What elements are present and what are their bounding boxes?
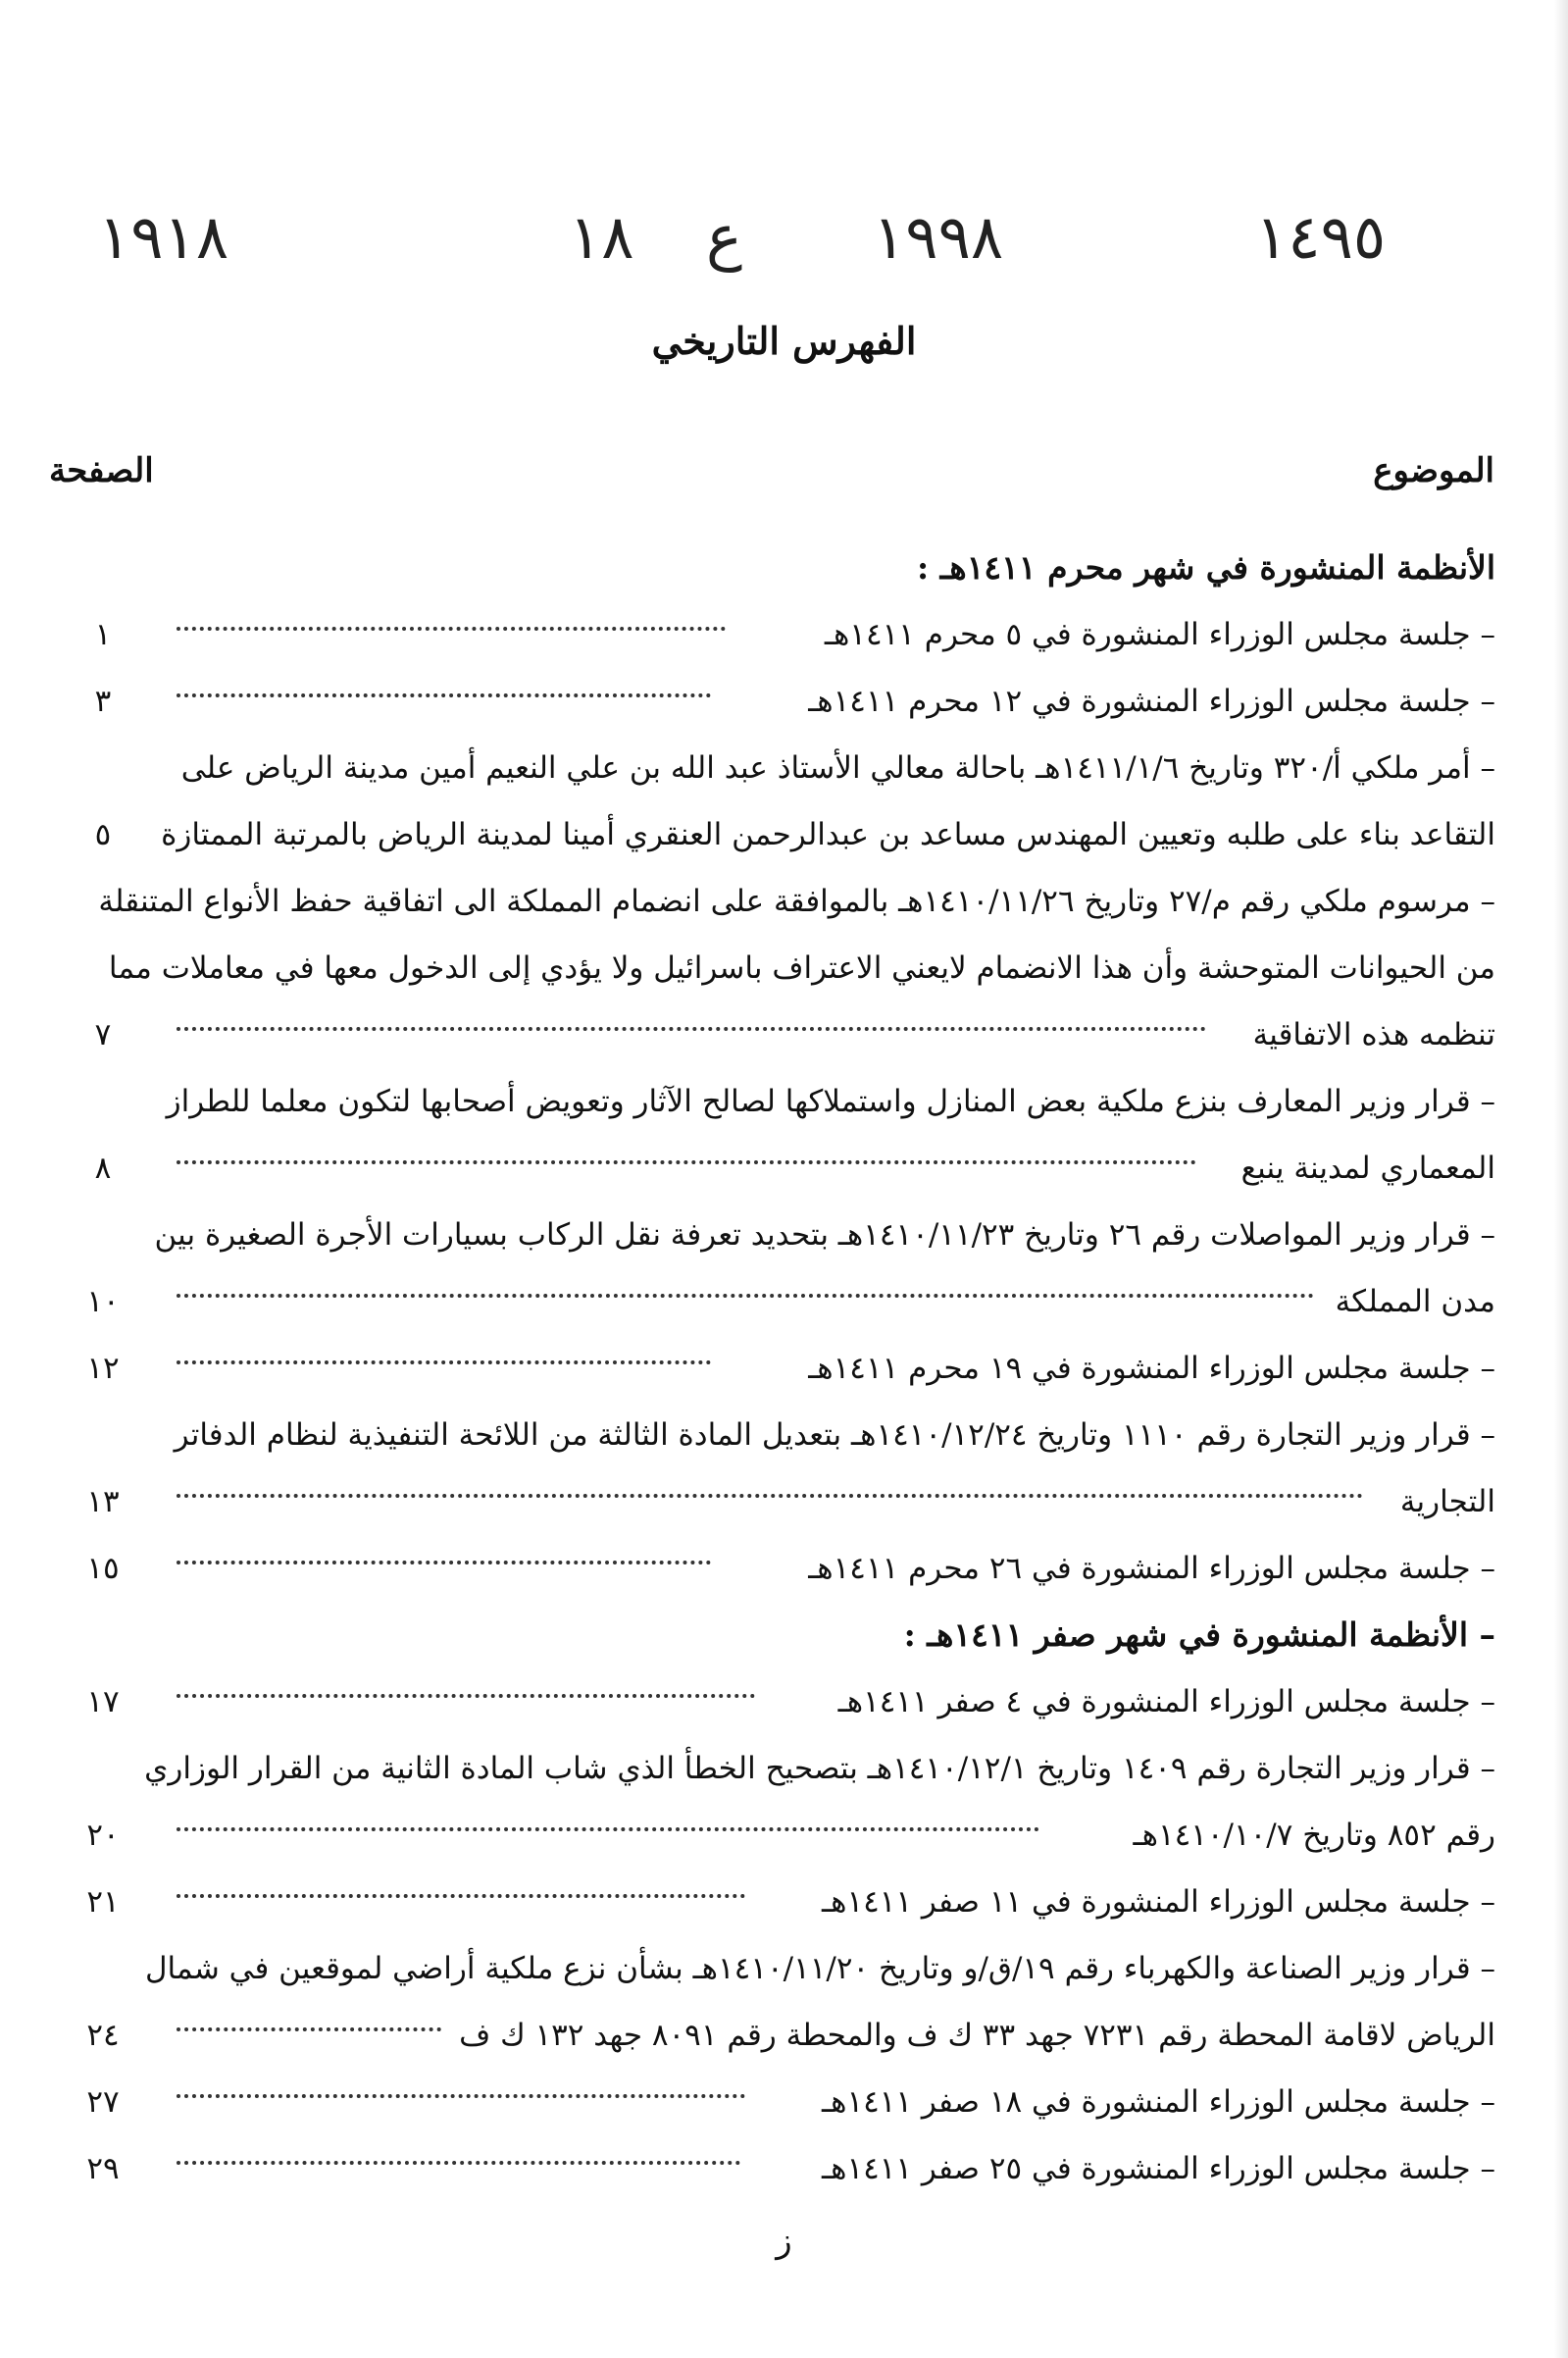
index-entry [49, 1268, 1495, 1335]
entry-text: – جلسة مجلس الوزراء المنشورة في ٤ صفر ١٤١١هـ [837, 1684, 1495, 1719]
entry-text: الرياض لاقامة المحطة رقم ٧٢٣١ جهد ٣٣ ك ف والمحطة رقم ٨٠٩١ جهد ١٣٢ ك ف [459, 2018, 1495, 2053]
entry-text: الأنظمة المنشورة في شهر محرم ١٤١١هـ : [916, 548, 1495, 587]
entry-page-number: ٢١ [86, 1884, 120, 1920]
index-entry [49, 1001, 1495, 1068]
dot-leader [177, 623, 726, 631]
entry-text: – قرار وزير المواصلات رقم ٢٦ وتاريخ ١٤١٠/١١/٢٣هـ بتحديد تعرفة نقل الركاب بسيارات الأجرة الصغيرة بين [154, 1217, 1495, 1253]
entry-text: التجارية [1399, 1484, 1495, 1519]
dot-leader [177, 1490, 1363, 1498]
handwritten-note-1: ١٩١٨ [98, 201, 229, 273]
entry-text: تنظمه هذه الاتفاقية [1252, 1017, 1495, 1052]
dot-leader [177, 1290, 1314, 1298]
index-entry [49, 1869, 1495, 1935]
entry-page-number: ١٥ [86, 1551, 120, 1586]
entry-page-number: ٥ [94, 817, 112, 852]
index-entry [49, 601, 1495, 668]
entry-page-number: ٧ [94, 1017, 112, 1052]
entry-text: – مرسوم ملكي رقم م/٢٧ وتاريخ ١٤١٠/١١/٢٦هـ بالموافقة على انضمام المملكة الى اتفاقية حفظ الأنواع المتنقلة [98, 884, 1495, 919]
entry-page-number: ١٣ [86, 1484, 120, 1519]
entry-page-number: ٢٩ [86, 2151, 120, 2186]
dot-leader [177, 1890, 745, 1898]
entry-text: – جلسة مجلس الوزراء المنشورة في ٢٥ صفر ١٤١١هـ [822, 2151, 1495, 2186]
index-entries [49, 535, 1495, 2202]
entry-page-number: ٨ [94, 1151, 112, 1186]
entry-page-number: ١ [94, 617, 112, 652]
index-entry [49, 2069, 1495, 2135]
dot-leader [177, 1156, 1196, 1164]
section-heading [49, 1602, 1495, 1668]
index-entry [49, 668, 1495, 735]
entry-text: – جلسة مجلس الوزراء المنشورة في ١١ صفر ١٤١١هـ [822, 1884, 1495, 1920]
entry-text: – جلسة مجلس الوزراء المنشورة في ٥ محرم ١٤١١هـ [824, 617, 1495, 652]
entry-text: – قرار وزير التجارة رقم ١٤٠٩ وتاريخ ١٤١٠/١٢/١هـ بتصحيح الخطأ الذي شاب المادة الثانية من القرار الوزاري [144, 1751, 1495, 1786]
handwritten-note-5: ١٤٩٥ [1255, 201, 1387, 273]
handwritten-note-3: ع [706, 201, 742, 273]
dot-leader [177, 1557, 711, 1564]
index-entry [49, 1135, 1495, 1202]
entry-page-number: ٢٤ [86, 2018, 120, 2053]
index-entry [49, 801, 1495, 868]
entry-text: – أمر ملكي أ/٣٢٠ وتاريخ ١٤١١/١/٦هـ باحالة معالي الأستاذ عبد الله بن علي النعيم أمين مدينة الرياض على [180, 750, 1495, 786]
index-entry [49, 868, 1495, 935]
entry-text: من الحيوانات المتوحشة وأن هذا الانضمام لايعني الاعتراف باسرائيل ولا يؤدي إلى الدخول معها في معاملات مما [108, 950, 1495, 986]
entry-text: – جلسة مجلس الوزراء المنشورة في ١٢ محرم ١٤١١هـ [808, 684, 1495, 719]
entry-text: – قرار وزير التجارة رقم ١١١٠ وتاريخ ١٤١٠/١٢/٢٤هـ بتعديل المادة الثالثة من اللائحة التنفيذية لنظام الدفاتر [174, 1417, 1495, 1453]
index-entry [49, 1802, 1495, 1869]
entry-text: المعماري لمدينة ينبع [1240, 1151, 1495, 1186]
handwritten-annotations [98, 201, 1387, 289]
dot-leader [177, 1023, 1206, 1031]
dot-leader [177, 690, 711, 697]
section-heading [49, 535, 1495, 601]
index-entry [49, 2002, 1495, 2069]
entry-page-number: ١٢ [86, 1351, 120, 1386]
index-entry [49, 735, 1495, 801]
dot-leader [177, 2157, 740, 2165]
entry-text: – جلسة مجلس الوزراء المنشورة في ٢٦ محرم ١٤١١هـ [808, 1551, 1495, 1586]
dot-leader [177, 1357, 711, 1364]
entry-page-number: ١٧ [86, 1684, 120, 1719]
dot-leader [177, 1690, 755, 1698]
dot-leader [177, 2090, 745, 2098]
entry-page-number: ٢٧ [86, 2084, 120, 2120]
handwritten-note-4: ١٩٩٨ [873, 201, 1004, 273]
index-entry [49, 1535, 1495, 1602]
entry-text: التقاعد بناء على طلبه وتعيين المهندس مساعد بن عبدالرحمن العنقري أمينا لمدينة الرياض بالمرتبة الممتازة [161, 817, 1495, 852]
entry-page-number: ١٠ [86, 1284, 120, 1319]
page-title: الفهرس التاريخي [651, 319, 917, 363]
entry-page-number: ٣ [94, 684, 112, 719]
dot-leader [177, 2024, 441, 2031]
index-entry [49, 1935, 1495, 2002]
entry-text: – جلسة مجلس الوزراء المنشورة في ١٩ محرم ١٤١١هـ [808, 1351, 1495, 1386]
entry-text: – الأنظمة المنشورة في شهر صفر ١٤١١هـ : [903, 1615, 1495, 1654]
index-entry [49, 1068, 1495, 1135]
index-entry [49, 1335, 1495, 1402]
index-entry [49, 1735, 1495, 1802]
entry-page-number: ٢٠ [86, 1818, 120, 1853]
entry-text: – قرار وزير المعارف بنزع ملكية بعض المنازل واستملاكها لصالح الآثار وتعويض أصحابها لتكون معلما للطراز [166, 1084, 1495, 1119]
index-entry [49, 1668, 1495, 1735]
column-header-subject: الموضوع [1373, 451, 1494, 490]
entry-text: – قرار وزير الصناعة والكهرباء رقم ١٩/ق/و وتاريخ ١٤١٠/١١/٢٠هـ بشأن نزع ملكية أراضي لموقعين في شمال [144, 1951, 1495, 1986]
entry-text: – جلسة مجلس الوزراء المنشورة في ١٨ صفر ١٤١١هـ [822, 2084, 1495, 2120]
index-entry [49, 1468, 1495, 1535]
entry-text: مدن المملكة [1335, 1284, 1495, 1319]
dot-leader [177, 1823, 1039, 1831]
index-entry [49, 935, 1495, 1001]
index-entry [49, 2135, 1495, 2202]
index-entry [49, 1402, 1495, 1468]
entry-text: رقم ٨٥٢ وتاريخ ١٤١٠/١٠/٧هـ [1133, 1818, 1495, 1853]
page-footer: ز [776, 2222, 792, 2261]
index-entry [49, 1202, 1495, 1268]
handwritten-note-2: ١٨ [569, 201, 634, 273]
column-header-page: الصفحة [49, 451, 154, 490]
